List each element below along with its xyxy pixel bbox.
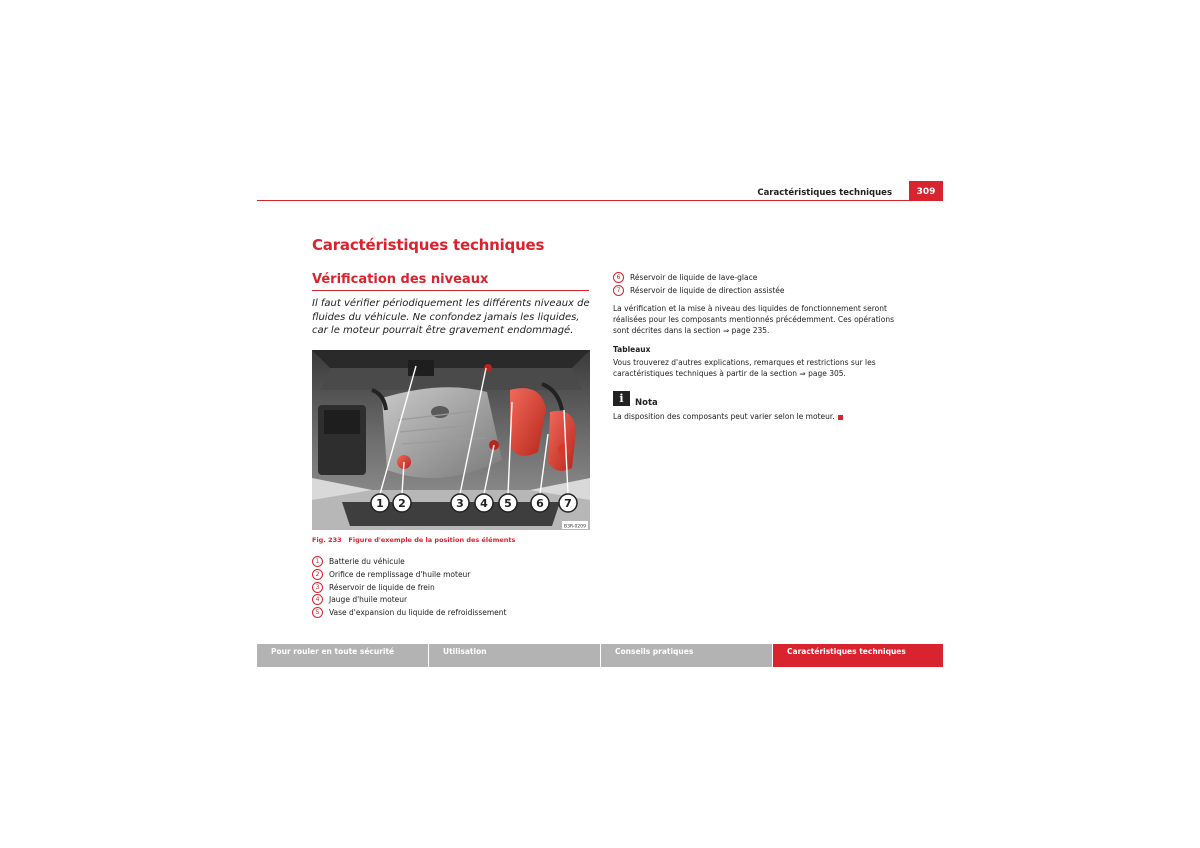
list-item <box>312 556 405 568</box>
footer-tab-utilisation[interactable]: Utilisation <box>429 644 600 667</box>
item-label: Batterie du véhicule <box>329 557 405 566</box>
callout-3-label: 3 <box>456 497 464 510</box>
section-intro: Il faut vérifier périodiquement les différents niveaux de fluides du véhicule. Ne confondez jamais les liquides, car le moteur pourrait être gravement endommagé. <box>312 298 590 336</box>
paragraph-verification: La vérification et la mise à niveau des liquides de fonctionnement seront réalisées pour les composants mentionnés précédemment. Ces opérations sont décrites dans la section ⇒ page 235. <box>613 304 894 335</box>
list-item <box>312 607 506 619</box>
item-number-badge: 2 <box>312 569 323 580</box>
end-of-section-marker <box>838 415 843 420</box>
figure-caption-text: Figure d'exemple de la position des éléments <box>348 536 516 544</box>
engine-bay-figure <box>312 350 590 530</box>
components-list-right <box>613 272 898 298</box>
list-item <box>312 569 470 581</box>
list-item <box>312 594 407 606</box>
note-title: Nota <box>635 398 658 408</box>
section-rule <box>312 290 589 291</box>
figure-caption-label: Fig. 233 <box>312 536 342 544</box>
callout-7-label: 7 <box>564 497 572 510</box>
footer-tab-pour-rouler[interactable]: Pour rouler en toute sécurité <box>257 644 428 667</box>
item-label: Vase d'expansion du liquide de refroidissement <box>329 608 507 617</box>
figure-caption <box>312 536 515 544</box>
item-label: Réservoir de liquide de frein <box>329 583 435 592</box>
footer-tab-caracteristiques[interactable]: Caractéristiques techniques <box>773 644 943 667</box>
info-icon: i <box>613 391 630 406</box>
item-label: Jauge d'huile moteur <box>329 595 408 604</box>
list-item <box>613 285 785 297</box>
callout-2-label: 2 <box>398 497 406 510</box>
tables-heading: Tableaux <box>613 345 651 354</box>
item-number-badge: 7 <box>613 285 624 296</box>
page-number: 309 <box>909 181 943 201</box>
callout-4-label: 4 <box>480 497 488 510</box>
item-number-badge: 6 <box>613 272 624 283</box>
components-list-left <box>312 556 592 620</box>
item-label: Réservoir de liquide de direction assistée <box>630 286 785 295</box>
chapter-title: Caractéristiques techniques <box>312 236 545 254</box>
paragraph-tables: Vous trouverez d'autres explications, remarques et restrictions sur les caractéristiques techniques à partir de la section ⇒ page 305. <box>613 358 876 378</box>
item-label: Orifice de remplissage d'huile moteur <box>329 570 471 579</box>
figure-code: B3R-0209 <box>564 524 586 530</box>
callout-1-label: 1 <box>376 497 384 510</box>
engine-bay-illustration <box>312 350 590 530</box>
header-rule <box>257 200 943 201</box>
item-number-badge: 3 <box>312 582 323 593</box>
callout-5-label: 5 <box>504 497 512 510</box>
footer-tab-conseils-pratiques[interactable]: Conseils pratiques <box>601 644 772 667</box>
item-number-badge: 5 <box>312 607 323 618</box>
note-text-block <box>613 411 898 422</box>
item-number-badge: 4 <box>312 594 323 605</box>
section-title: Vérification des niveaux <box>312 272 489 287</box>
list-item <box>613 272 757 284</box>
note-text: La disposition des composants peut varier selon le moteur. <box>613 412 835 421</box>
list-item <box>312 582 435 594</box>
item-label: Réservoir de liquide de lave-glace <box>630 273 758 282</box>
callout-6-label: 6 <box>536 497 544 510</box>
item-number-badge: 1 <box>312 556 323 567</box>
header-title: Caractéristiques techniques <box>757 188 892 198</box>
